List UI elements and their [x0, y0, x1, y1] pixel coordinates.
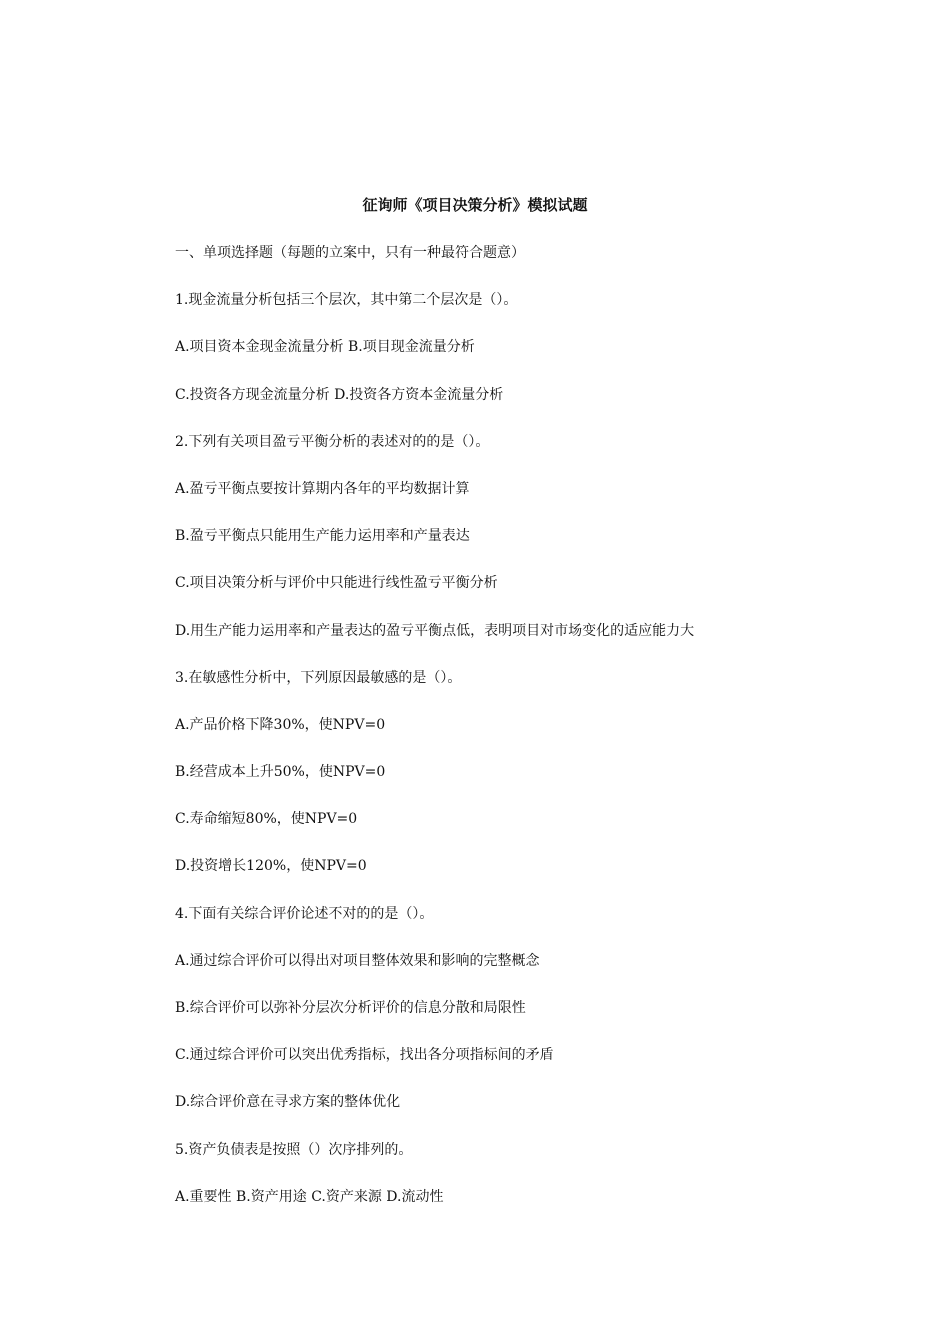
document-body [175, 242, 895, 1233]
question-4-option-a: A.通过综合评价可以得出对项目整体效果和影响的完整概念 [175, 952, 540, 969]
question-2: 2.下列有关项目盈亏平衡分析的表述对的的是（）。 [175, 433, 490, 450]
question-5: 5.资产负债表是按照（）次序排列的。 [175, 1141, 413, 1158]
question-2-option-c: C.项目决策分析与评价中只能进行线性盈亏平衡分析 [175, 575, 498, 592]
question-3: 3.在敏感性分析中，下列原因最敏感的是（）。 [175, 669, 462, 686]
question-4: 4.下面有关综合评价论述不对的的是（）。 [175, 905, 434, 922]
question-2-option-a: A.盈亏平衡点要按计算期内各年的平均数据计算 [175, 480, 470, 497]
question-4-option-d: D.综合评价意在寻求方案的整体优化 [175, 1094, 401, 1111]
question-3-option-d: D.投资增长120%，使NPV=0 [175, 858, 367, 875]
question-2-option-d: D.用生产能力运用率和产量表达的盈亏平衡点低，表明项目对市场变化的适应能力大 [175, 622, 695, 639]
question-3-option-b: B.经营成本上升50%，使NPV=0 [175, 764, 386, 781]
section-heading: 一、单项选择题（每题的立案中，只有一种最符合题意） [175, 245, 525, 261]
question-3-option-a: A.产品价格下降30%，使NPV=0 [175, 716, 386, 733]
question-4-option-c: C.通过综合评价可以突出优秀指标，找出各分项指标间的矛盾 [175, 1047, 554, 1064]
document-title: 征询师《项目决策分析》模拟试题 [362, 196, 588, 214]
question-5-options: A.重要性 B.资产用途 C.资产来源 D.流动性 [175, 1188, 444, 1205]
question-1-options-ab: A.项目资本金现金流量分析 B.项目现金流量分析 [175, 339, 475, 356]
question-1-options-cd: C.投资各方现金流量分析 D.投资各方资本金流量分析 [175, 386, 504, 403]
question-2-option-b: B.盈亏平衡点只能用生产能力运用率和产量表达 [175, 528, 470, 545]
question-4-option-b: B.综合评价可以弥补分层次分析评价的信息分散和局限性 [175, 1000, 526, 1016]
question-3-option-c: C.寿命缩短80%，使NPV=0 [175, 811, 358, 828]
question-1: 1.现金流量分析包括三个层次，其中第二个层次是（）。 [175, 292, 518, 309]
